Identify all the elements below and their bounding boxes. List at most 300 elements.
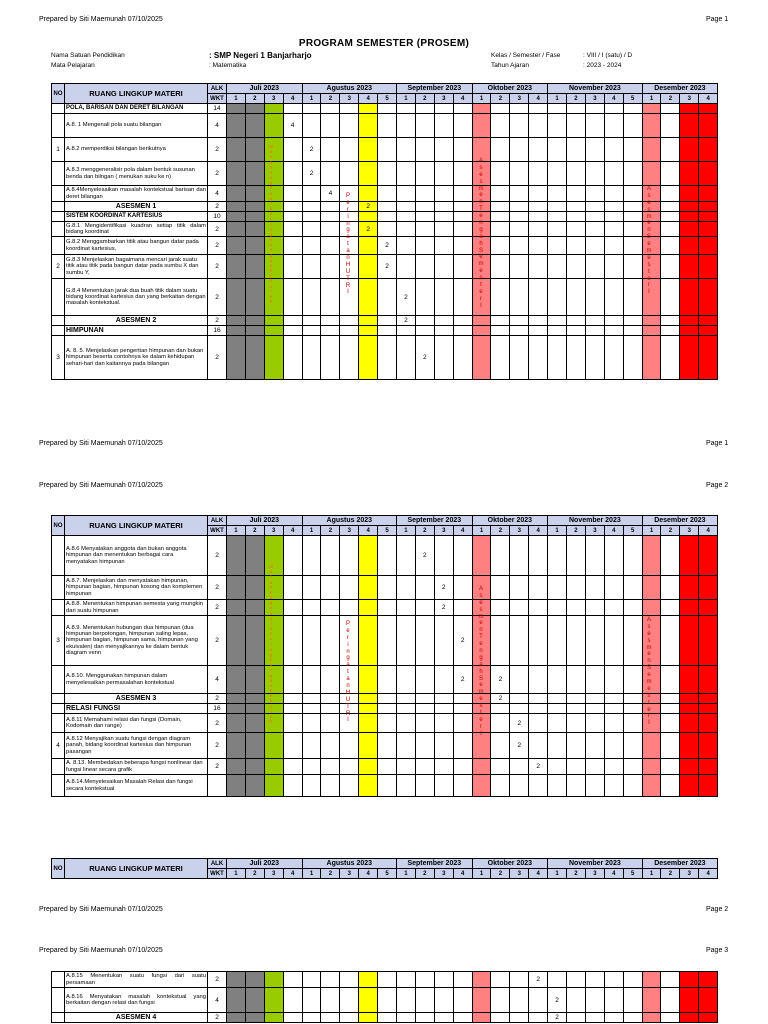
week-cell [661, 202, 680, 212]
week-cell [548, 104, 567, 114]
week-cell [585, 988, 604, 1013]
week-cell [529, 714, 548, 733]
asas-column [642, 759, 661, 775]
week-cell [529, 316, 548, 326]
week-cell [567, 775, 586, 797]
holiday-column [680, 326, 699, 336]
month-header: Oktober 2023 [472, 516, 548, 526]
week-cell [415, 733, 434, 759]
week-cell [623, 714, 642, 733]
week-shaded [245, 186, 264, 202]
week-shaded [227, 536, 246, 576]
week-cell [529, 202, 548, 212]
alk-cell: 2 [208, 600, 227, 616]
week-cell [604, 162, 623, 186]
week-cell [661, 237, 680, 255]
week-cell [585, 237, 604, 255]
asas-vertical-label: A s e s m e n S e m e s t e r I [646, 617, 652, 727]
week-shaded [227, 733, 246, 759]
week-cell [415, 186, 434, 202]
week-cell [661, 212, 680, 222]
holiday-column [680, 1013, 699, 1023]
week-cell [321, 704, 340, 714]
week-cell [567, 536, 586, 576]
week-cell: 2 [510, 714, 529, 733]
week-cell [378, 222, 397, 237]
week-cell [321, 114, 340, 138]
week-cell [321, 988, 340, 1013]
week-cell [283, 536, 302, 576]
week-cell [491, 972, 510, 988]
week-shaded [227, 759, 246, 775]
week-cell [321, 255, 340, 279]
week-cell [585, 733, 604, 759]
week-cell [585, 279, 604, 316]
week-cell [567, 336, 586, 380]
alk-cell: 2 [208, 316, 227, 326]
week-cell [321, 162, 340, 186]
week-cell [415, 104, 434, 114]
mpls-column [264, 316, 283, 326]
week-cell [491, 162, 510, 186]
row-number [52, 279, 65, 316]
materi-cell: A. 8. 5. Menjelaskan pengertian himpunan dan bukan himpunan beserta contohnya ke dalam kehidupan sehari-hari dan kaitannya pada bilangan [65, 336, 208, 380]
holiday-column [699, 988, 718, 1013]
week-cell [434, 202, 453, 212]
week-cell [415, 600, 434, 616]
week-cell [397, 212, 416, 222]
week-header: 4 [529, 869, 548, 879]
asas-column [642, 536, 661, 576]
week-cell: 2 [529, 972, 548, 988]
week-cell [661, 666, 680, 694]
week-header: 4 [529, 526, 548, 536]
week-cell [623, 988, 642, 1013]
week-cell [510, 704, 529, 714]
week-cell [510, 988, 529, 1013]
week-cell [585, 759, 604, 775]
holiday-column [680, 336, 699, 380]
week-cell [415, 694, 434, 704]
week-shaded [227, 576, 246, 600]
week-cell [415, 704, 434, 714]
week-cell [604, 536, 623, 576]
row-number [52, 759, 65, 775]
mpls-column [264, 775, 283, 797]
week-cell [567, 202, 586, 212]
week-cell [453, 714, 472, 733]
week-cell [623, 600, 642, 616]
alk-cell: 16 [208, 704, 227, 714]
week-cell [397, 972, 416, 988]
week-cell [585, 202, 604, 212]
week-cell [529, 733, 548, 759]
week-cell [453, 988, 472, 1013]
week-cell [661, 1013, 680, 1023]
week-cell [453, 316, 472, 326]
month-header: Oktober 2023 [472, 859, 548, 869]
week-shaded [227, 704, 246, 714]
week-cell [453, 326, 472, 336]
hut-ri-column [359, 104, 378, 114]
holiday-column [680, 694, 699, 704]
week-cell [378, 600, 397, 616]
week-cell [378, 186, 397, 202]
row-number [52, 972, 65, 988]
week-cell [529, 255, 548, 279]
week-cell [529, 536, 548, 576]
week-cell [604, 733, 623, 759]
hut-ri-column [359, 237, 378, 255]
week-cell [283, 616, 302, 666]
week-cell [302, 704, 321, 714]
week-cell [434, 733, 453, 759]
week-cell [623, 616, 642, 666]
week-shaded [227, 336, 246, 380]
week-cell [491, 114, 510, 138]
week-cell [604, 186, 623, 202]
week-header: 4 [604, 869, 623, 879]
week-cell [567, 162, 586, 186]
week-cell [567, 972, 586, 988]
week-shaded [245, 576, 264, 600]
row-number: 1 [52, 138, 65, 162]
week-cell [548, 316, 567, 326]
week-cell [434, 104, 453, 114]
week-cell [491, 714, 510, 733]
holiday-column [699, 237, 718, 255]
week-header: 3 [434, 869, 453, 879]
week-shaded [245, 1013, 264, 1023]
week-cell [567, 1013, 586, 1023]
month-header: November 2023 [548, 84, 642, 94]
week-cell [604, 600, 623, 616]
week-cell [510, 104, 529, 114]
week-cell: 2 [302, 162, 321, 186]
week-cell [434, 775, 453, 797]
week-cell [415, 616, 434, 666]
week-header: 2 [245, 526, 264, 536]
holiday-column [680, 162, 699, 186]
week-header: 1 [227, 526, 246, 536]
week-cell [378, 336, 397, 380]
week-cell [434, 336, 453, 380]
week-cell [548, 326, 567, 336]
week-cell [510, 279, 529, 316]
week-cell [302, 988, 321, 1013]
row-number [52, 104, 65, 114]
week-cell [302, 714, 321, 733]
no-header: NO [52, 84, 65, 104]
asas-column [642, 114, 661, 138]
week-cell [548, 616, 567, 666]
week-cell [510, 162, 529, 186]
week-cell [378, 714, 397, 733]
hut-ri-column: 2 [359, 202, 378, 212]
week-cell [510, 114, 529, 138]
week-cell [397, 775, 416, 797]
week-header: 4 [699, 869, 718, 879]
week-cell [510, 222, 529, 237]
wkt-header: WKT [208, 869, 227, 879]
holiday-column [699, 694, 718, 704]
week-header: 5 [623, 869, 642, 879]
no-header: NO [52, 516, 65, 536]
week-cell [623, 326, 642, 336]
mpls-column [264, 104, 283, 114]
week-cell [529, 616, 548, 666]
week-header: 2 [245, 94, 264, 104]
week-cell [604, 988, 623, 1013]
week-cell [510, 759, 529, 775]
week-header: 2 [567, 94, 586, 104]
holiday-column [680, 759, 699, 775]
week-shaded [245, 536, 264, 576]
week-cell: 2 [378, 255, 397, 279]
asas-vertical-label: A s e s m e n S e m e s t e r I [646, 186, 652, 296]
week-cell [302, 279, 321, 316]
week-cell [453, 972, 472, 988]
week-cell [548, 704, 567, 714]
page-number: Page 1 [706, 16, 729, 23]
week-cell [604, 616, 623, 666]
mpls-column [264, 1013, 283, 1023]
week-cell [283, 255, 302, 279]
week-cell [434, 186, 453, 202]
week-cell [434, 988, 453, 1013]
week-cell [585, 1013, 604, 1023]
week-cell [283, 138, 302, 162]
week-shaded [245, 775, 264, 797]
subject-label: Mata Pelajaran [51, 62, 95, 69]
holiday-column [680, 202, 699, 212]
week-header: 2 [567, 869, 586, 879]
week-header: 1 [302, 94, 321, 104]
week-cell [548, 202, 567, 212]
week-cell [491, 775, 510, 797]
week-cell [434, 759, 453, 775]
week-cell [567, 576, 586, 600]
week-cell: 2 [529, 759, 548, 775]
week-cell [302, 536, 321, 576]
week-cell [283, 316, 302, 326]
materi-header: RUANG LINGKUP MATERI [65, 84, 208, 104]
holiday-column [699, 704, 718, 714]
week-header: 4 [359, 526, 378, 536]
week-cell [529, 162, 548, 186]
week-cell [378, 279, 397, 316]
week-cell [510, 600, 529, 616]
wkt-header: WKT [208, 94, 227, 104]
week-cell [397, 186, 416, 202]
row-number [52, 775, 65, 797]
week-cell [661, 694, 680, 704]
week-header: 3 [585, 526, 604, 536]
week-cell [623, 255, 642, 279]
row-number: 4 [52, 733, 65, 759]
row-number: 3 [52, 616, 65, 666]
row-number [52, 1013, 65, 1023]
holiday-column [699, 162, 718, 186]
page-number: Page 1 [706, 440, 729, 447]
asts-column [472, 1013, 491, 1023]
week-cell: 2 [415, 536, 434, 576]
week-cell [434, 616, 453, 666]
week-cell [453, 212, 472, 222]
materi-cell: A.8.16 Menyatakan masalah kontekstual yang berkaitan dengan relasi dan fungsi [65, 988, 208, 1013]
week-header: 1 [227, 94, 246, 104]
alk-cell: 2 [208, 733, 227, 759]
month-header: November 2023 [548, 516, 642, 526]
week-cell [585, 212, 604, 222]
page-number: Page 2 [706, 906, 729, 913]
week-shaded [227, 104, 246, 114]
week-shaded [227, 186, 246, 202]
week-header: 2 [415, 869, 434, 879]
week-cell [510, 536, 529, 576]
week-cell [585, 326, 604, 336]
week-cell [434, 114, 453, 138]
alk-header: ALK [208, 859, 227, 869]
week-cell [283, 576, 302, 600]
week-cell [453, 1013, 472, 1023]
class-label: Kelas / Semester / Fase [491, 52, 561, 59]
week-cell [302, 694, 321, 704]
week-cell [283, 600, 302, 616]
holiday-column [699, 1013, 718, 1023]
month-header: Agustus 2023 [302, 516, 396, 526]
week-cell [378, 202, 397, 212]
week-cell [585, 694, 604, 704]
week-header: 2 [415, 526, 434, 536]
week-cell [415, 279, 434, 316]
week-cell [567, 988, 586, 1013]
week-shaded [227, 212, 246, 222]
asas-column [642, 316, 661, 326]
holiday-column [699, 336, 718, 380]
week-cell [453, 576, 472, 600]
materi-cell: ASESMEN 1 [65, 202, 208, 212]
week-header: 4 [283, 526, 302, 536]
week-header: 3 [434, 526, 453, 536]
holiday-column [680, 186, 699, 202]
week-cell [548, 733, 567, 759]
week-header: 3 [680, 869, 699, 879]
week-cell [604, 326, 623, 336]
week-cell [548, 336, 567, 380]
week-cell [567, 316, 586, 326]
week-cell [283, 694, 302, 704]
week-header: 5 [623, 526, 642, 536]
week-cell [453, 114, 472, 138]
prepared-by: Prepared by Siti Maemunah 07/10/2025 [39, 440, 163, 447]
week-cell [585, 536, 604, 576]
week-cell [340, 114, 359, 138]
week-cell [397, 576, 416, 600]
holiday-column [680, 733, 699, 759]
materi-cell: A.8.14.Menyelesaikan Masalah Relasi dan fungsi secara kontekstual [65, 775, 208, 797]
week-cell [453, 733, 472, 759]
week-cell [340, 759, 359, 775]
row-number [52, 600, 65, 616]
week-cell [623, 733, 642, 759]
week-cell [321, 212, 340, 222]
week-cell [567, 694, 586, 704]
week-cell: 2 [378, 237, 397, 255]
holiday-column [699, 616, 718, 666]
week-cell [397, 759, 416, 775]
week-header: 4 [453, 94, 472, 104]
week-cell [453, 138, 472, 162]
week-cell [548, 666, 567, 694]
week-cell: 2 [434, 576, 453, 600]
week-shaded [227, 162, 246, 186]
week-cell [661, 714, 680, 733]
asts-column [472, 326, 491, 336]
week-shaded [227, 775, 246, 797]
week-cell [321, 336, 340, 380]
week-cell [491, 988, 510, 1013]
week-cell [548, 222, 567, 237]
week-header: 2 [661, 526, 680, 536]
hut-ri-column [359, 775, 378, 797]
week-header: 3 [340, 869, 359, 879]
week-cell [378, 326, 397, 336]
materi-cell: G.8.4 Menentukan jarak dua buah titik dalam suatu bidang koordinat kartesius dan yang berkaitan dengan masalah kontekstual. [65, 279, 208, 316]
week-cell [567, 759, 586, 775]
week-cell [434, 666, 453, 694]
week-cell [434, 162, 453, 186]
week-cell [491, 576, 510, 600]
week-cell [529, 138, 548, 162]
week-cell [340, 733, 359, 759]
week-cell [321, 326, 340, 336]
holiday-column [699, 212, 718, 222]
week-header: 1 [472, 526, 491, 536]
week-cell [283, 212, 302, 222]
week-cell [567, 616, 586, 666]
week-header: 2 [491, 869, 510, 879]
week-cell [567, 600, 586, 616]
week-cell: 2 [415, 336, 434, 380]
week-cell [604, 212, 623, 222]
holiday-column [680, 114, 699, 138]
holiday-column [699, 222, 718, 237]
week-header: 2 [245, 869, 264, 879]
week-header: 3 [680, 526, 699, 536]
week-cell [623, 759, 642, 775]
week-cell [302, 775, 321, 797]
alk-cell: 2 [208, 972, 227, 988]
week-cell [585, 336, 604, 380]
week-cell [397, 237, 416, 255]
week-shaded [245, 988, 264, 1013]
week-cell [567, 704, 586, 714]
week-cell [585, 255, 604, 279]
materi-cell: POLA, BARISAN DAN DERET BILANGAN [65, 104, 208, 114]
week-cell [548, 114, 567, 138]
week-header: 1 [472, 869, 491, 879]
week-cell [321, 666, 340, 694]
week-cell [321, 279, 340, 316]
alk-cell: 2 [208, 237, 227, 255]
week-cell [378, 988, 397, 1013]
week-cell [321, 202, 340, 212]
alk-header: ALK [208, 516, 227, 526]
week-cell [415, 714, 434, 733]
asas-column [642, 336, 661, 380]
holiday-column [680, 775, 699, 797]
